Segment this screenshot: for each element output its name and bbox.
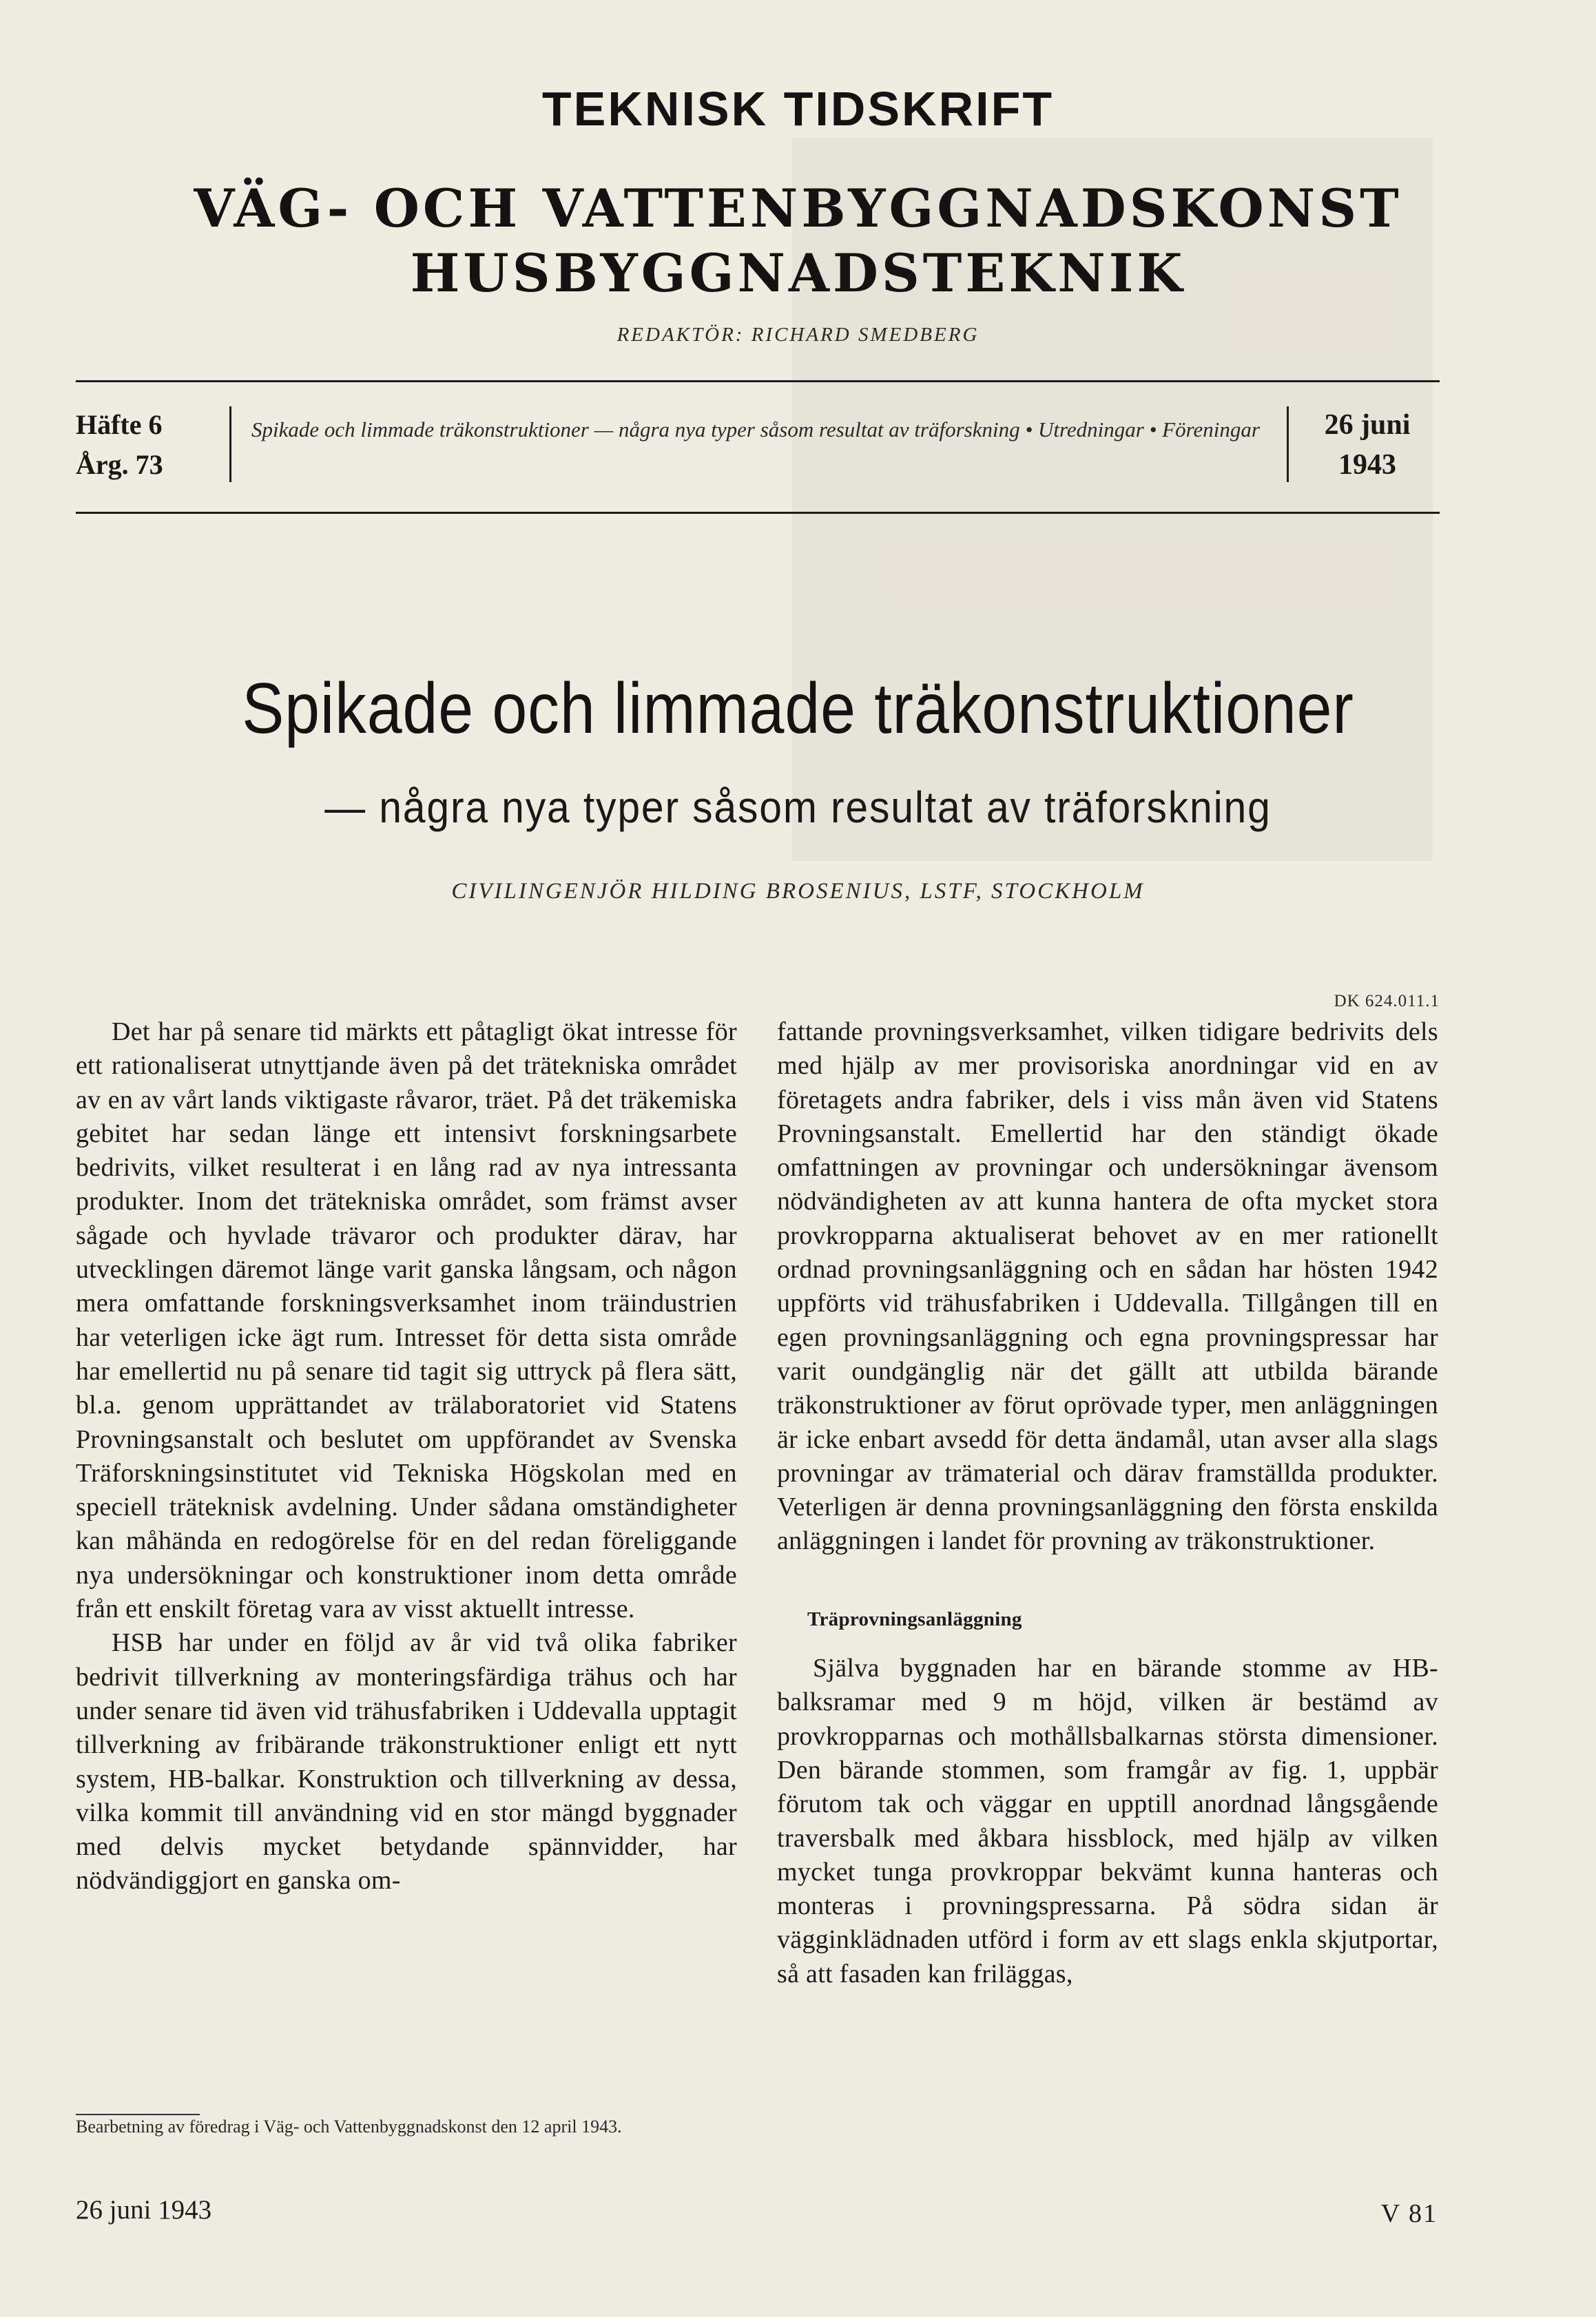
journal-title: TEKNISK TIDSKRIFT xyxy=(541,82,1055,136)
body-paragraph: Själva byggnaden har en bärande stomme av HB-balksramar med 9 m höjd, vilken är bestämd av provkropparnas och mothållsbalkarnas största dimensioner. Den bärande stommen, som framgår av fig. 1, uppbär förutom tak och väggar en upptill anordnad långsgående traversbalk med åkbara hissblock, med hjälp av vilken mycket tunga provkroppar bekvämt kunna hanteras och monteras i provningspressarna. På södra sidan är vägginklädnaden utförd i form av ett slags enkla skjutportar, så att fasaden kan friläggas, xyxy=(777,1654,1438,1988)
dk-classification: DK 624.011.1 xyxy=(1334,992,1440,1010)
masthead-top-rule xyxy=(76,380,1440,382)
body-paragraph: Det har på senare tid märkts ett påtagligt ökat intresse för ett rationaliserat utnyttjande även på det trätekniska området av en av vårt lands viktigaste råvaror, träet. På det träkemiska gebitet har sedan länge ett intensivt forskningsarbete bedrivits, vilket resulterat i en lång rad av nya intressanta produkter. Inom det trätekniska området, som främst avser sågade och hyvlade trävaror och produkter därav, har utvecklingen däremot länge varit ganska långsam, och någon mera omfattande forskningsverksamhet inom träindustrien har veterligen icke ägt rum. Intresset för detta sista område har emellertid nu på senare tid tagit sig uttryck på flera sätt, bl.a. genom upprättandet av trälaboratoriet vid Statens Provningsanstalt och beslutet om uppförandet av Svenska Träforskningsinstitutet vid Tekniska Högskolan med en speciell träteknisk avdelning. Under sådana omständigheter kan måhända en redogörelse för en del redan föreliggande nya undersökningar och konstruktioner inom detta område från ett enskilt företag vara av visst aktuellt intresse. xyxy=(76,1017,737,1624)
issue-divider-left xyxy=(229,406,231,482)
section-title-line2: HUSBYGGNADSTEKNIK xyxy=(410,242,1186,304)
issue-date: 26 juni xyxy=(1324,409,1411,441)
article-author: CIVILINGENJÖR HILDING BROSENIUS, LSTF, STOCKHOLM xyxy=(451,879,1145,904)
article-title: Spikade och limmade träkonstruktioner xyxy=(242,669,1354,749)
text-column-left xyxy=(76,1015,737,1898)
footer-date: 26 juni 1943 xyxy=(76,2195,212,2225)
issue-volume: Årg. 73 xyxy=(76,449,163,480)
body-paragraph: HSB har under en följd av år vid två olika fabriker bedrivit tillverkning av monteringsfärdiga trähus och har under senare tid även vid trähusfabriken i Uddevalla upptagit tillverkning av fribärande träkonstruktioner enligt ett nytt system, HB-balkar. Konstruktion och tillverkning av dessa, vilka kommit till användning vid en stor mängd byggnader med delvis mycket betydande spännvidder, har nödvändiggjort en ganska om- xyxy=(76,1628,737,1895)
section-title-line1: VÄG- OCH VATTENBYGGNADSKONST xyxy=(194,178,1402,239)
body-paragraph: fattande provningsverksamhet, vilken tidigare bedrivits dels med hjälp av mer provisoriska anordningar vid en av företagets andra fabriker, dels i viss mån även vid Statens Provningsanstalt. Emellertid har den ständigt ökade omfattningen av provningar och undersökningar ävensom nödvändigheten av att kunna hantera de ofta mycket stora provkropparna aktualiserat behovet av en mer rationellt ordnad provningsanläggning och en sådan har hösten 1942 uppförts vid trähusfabriken i Uddevalla. Tillgången till en egen provningsanläggning och egna provningspressar har varit oundgänglig när det gällt att utbilda bärande träkonstruktioner av förut oprövade typer, men anläggningen är icke enbart avsedd för detta ändamål, utan avser alla slags provningar av trämaterial och därav framställda produkter. Veterligen är denna provningsanläggning den första enskilda anläggningen i landet för provning av träkonstruktioner. xyxy=(777,1017,1438,1556)
issue-year: 1943 xyxy=(1338,449,1396,481)
footnote: Bearbetning av föredrag i Väg- och Vattenbyggnadskonst den 12 april 1943. xyxy=(76,2117,622,2137)
issue-number: Häfte 6 xyxy=(76,409,163,440)
section-heading: Träprovningsanläggning xyxy=(807,1608,1022,1630)
page-number: V 81 xyxy=(1380,2199,1438,2228)
issue-number-block xyxy=(76,405,217,485)
text-column-right xyxy=(777,1015,1438,1991)
issue-divider-right xyxy=(1287,406,1289,482)
masthead-bottom-rule xyxy=(76,512,1440,514)
article-subtitle: — några nya typer såsom resultat av träforskning xyxy=(324,782,1272,832)
issue-contents: Spikade och limmade träkonstruktioner — några nya typer såsom resultat av träforskning • Utredningar • Föreningar xyxy=(251,417,1260,441)
editor-line: REDAKTÖR: RICHARD SMEDBERG xyxy=(616,324,980,346)
issue-date-block xyxy=(1295,405,1440,485)
